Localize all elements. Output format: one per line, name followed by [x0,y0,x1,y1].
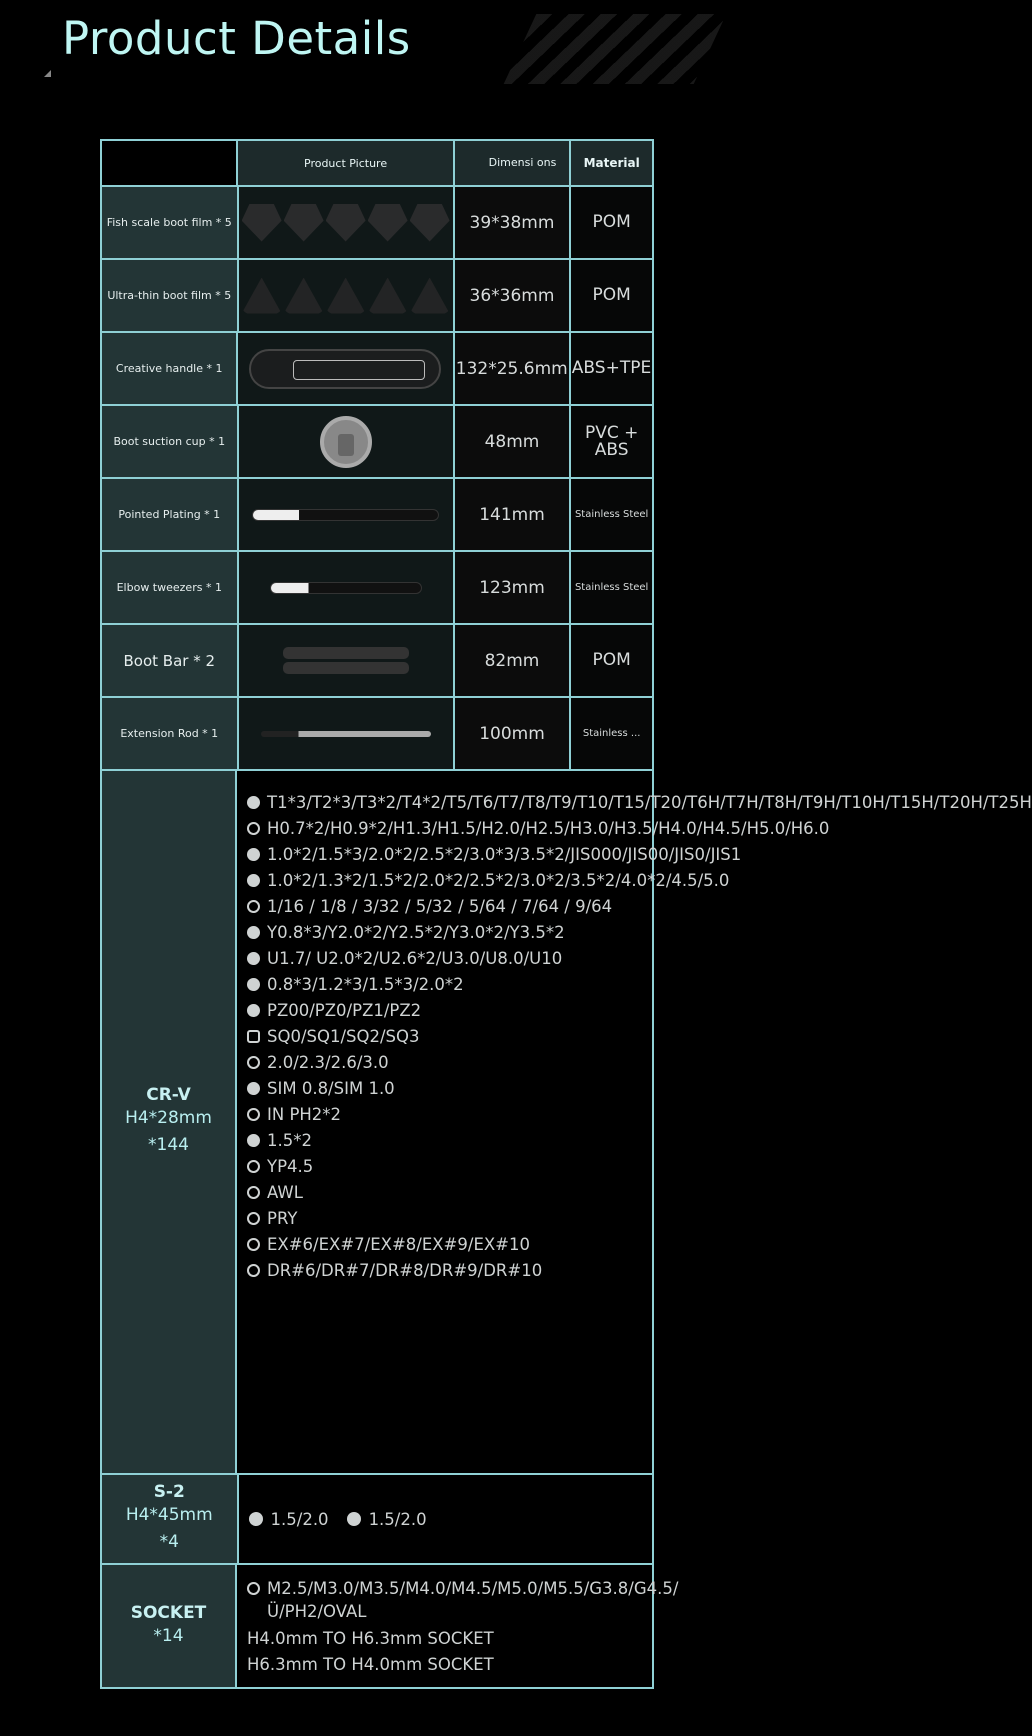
crv-bits-row [102,771,1032,1475]
item-dimensions: 132*25.6mm [455,333,572,404]
crv-spec-text: DR#6/DR#7/DR#8/DR#9/DR#10 [267,1261,543,1280]
table-row [102,333,654,406]
page-title: Product Details [62,12,411,65]
list-item [247,1181,646,1204]
s2-bits-row [102,1475,654,1565]
item-name: Creative handle * 1 [102,333,238,404]
socket-name: SOCKET [130,1602,207,1623]
item-picture [239,698,455,769]
item-name: Fish scale boot film * 5 [102,187,239,258]
socket-spec-cell [237,1565,679,1687]
crv-spec-text: YP4.5 [267,1157,314,1176]
s2-spec-cell [239,1475,654,1563]
header-picture: Product Picture [238,141,454,185]
table-row [102,260,654,333]
item-dimensions: 82mm [455,625,572,696]
item-name: Ultra-thin boot film * 5 [102,260,239,331]
crv-spec-text: IN PH2*2 [267,1105,342,1124]
crv-spec-list [237,771,1032,1285]
item-name: Boot Bar * 2 [102,625,239,696]
crv-spec-text: U1.7/ U2.0*2/U2.6*2/U3.0/U8.0/U10 [267,949,563,968]
socket-spec-list [237,1565,679,1678]
product-details-table [100,139,1032,1689]
list-item [247,1103,646,1126]
list-item [247,1233,646,1256]
item-material: POM [571,625,654,696]
item-picture [239,187,455,258]
pry-icon [247,1212,260,1225]
item-picture [239,552,455,623]
header-blank [102,141,238,185]
phillips-icon [249,1512,263,1526]
phillips-icon [247,848,260,861]
item-material: Stainless Steel [571,479,654,550]
item-material: ABS+TPE [571,333,654,404]
table-row [102,479,654,552]
dr-icon [247,1264,260,1277]
s2-name: S-2 [153,1482,185,1502]
crv-spec-text: T1*3/T2*3/T3*2/T4*2/T5/T6/T7/T8/T9/T10/T15/T20/T6H/T7H/T8H/T9H/T10H/T15H/T20H/T25H [267,793,1032,812]
socket-row [102,1565,679,1689]
socket-line-1: H4.0mm TO H6.3mm SOCKET [247,1629,494,1648]
item-name: Extension Rod * 1 [102,698,239,769]
s2-count: *4 [159,1532,179,1552]
list-item [247,1025,646,1048]
item-dimensions: 100mm [455,698,572,769]
crv-spec-text: AWL [267,1183,303,1202]
crv-spec-text: 1/16 / 1/8 / 3/32 / 5/32 / 5/64 / 7/64 / 9/64 [267,897,613,916]
item-dimensions: 141mm [455,479,572,550]
crv-count: *144 [148,1135,189,1155]
socket-icon [247,1582,260,1595]
list-item [247,1129,646,1152]
awl-icon [247,1186,260,1199]
item-name: Pointed Plating * 1 [102,479,239,550]
sim-icon [247,1082,260,1095]
list-item [247,1077,646,1100]
s2-size: H4*45mm [125,1505,213,1525]
item-material: Stainless Steel [571,552,654,623]
list-item [247,999,646,1022]
crv-spec-text: EX#6/EX#7/EX#8/EX#9/EX#10 [267,1235,530,1254]
table-row [102,698,654,771]
item-material: PVC + ABS [571,406,654,477]
table-row [102,625,654,698]
y-tip-icon [247,1160,260,1173]
slotted-icon [347,1512,361,1526]
item-name: Elbow tweezers * 1 [102,552,239,623]
triangle-icon [247,1056,260,1069]
crv-spec-text: 2.0/2.3/2.6/3.0 [267,1053,389,1072]
crv-spec-text: PRY [267,1209,298,1228]
list-item [247,869,730,892]
table-row [102,406,654,479]
socket-label [102,1565,237,1687]
pentalobe-icon [247,1134,260,1147]
list-item [247,1259,646,1282]
square-icon [247,1030,260,1043]
s2-spec-a: 1.5/2.0 [270,1509,329,1529]
crv-spec-cell [237,771,1032,1473]
item-picture [239,479,455,550]
tri-wing-icon [247,926,260,939]
item-dimensions: 123mm [455,552,572,623]
crv-name: CR-V [146,1085,191,1105]
corner-mark [44,70,51,77]
item-material: POM [571,187,654,258]
list-item [247,947,646,970]
crv-spec-text: 1.5*2 [267,1131,312,1150]
header-dimensions: Dimensi ons [455,141,572,185]
item-picture [239,406,455,477]
pozidriv-icon [247,1004,260,1017]
item-dimensions: 39*38mm [455,187,572,258]
list-item [247,791,1032,814]
item-picture [239,260,455,331]
table-row [102,187,654,260]
s2-label [102,1475,239,1563]
s2-spec-b: 1.5/2.0 [368,1509,427,1529]
socket-spec: M2.5/M3.0/M3.5/M4.0/M4.5/M5.0/M5.5/G3.8/G4.5/Ü/PH2/OVAL [267,1579,679,1621]
crv-spec-text: Y0.8*3/Y2.0*2/Y2.5*2/Y3.0*2/Y3.5*2 [267,923,565,942]
item-name: Boot suction cup * 1 [102,406,239,477]
table-header-row [102,141,654,187]
crv-spec-text: SIM 0.8/SIM 1.0 [267,1079,395,1098]
item-material: Stainless ... [571,698,654,769]
hex-inch-icon [247,900,260,913]
item-picture [238,333,454,404]
table-row [102,552,654,625]
hex-icon [247,822,260,835]
cross-icon [247,1108,260,1121]
item-material: POM [571,260,654,331]
u-type-icon [247,952,260,965]
crv-spec-text: 1.0*2/1.3*2/1.5*2/2.0*2/2.5*2/3.0*2/3.5*2/4.0*2/4.5/5.0 [267,871,730,890]
crv-spec-text: SQ0/SQ1/SQ2/SQ3 [267,1027,420,1046]
socket-line-2: H6.3mm TO H4.0mm SOCKET [247,1655,494,1674]
list-item [247,1155,646,1178]
item-dimensions: 36*36mm [455,260,572,331]
crv-size: H4*28mm [125,1108,212,1128]
crv-spec-text: 0.8*3/1.2*3/1.5*3/2.0*2 [267,975,464,994]
crv-spec-text: H0.7*2/H0.9*2/H1.3/H1.5/H2.0/H2.5/H3.0/H3.5/H4.0/H4.5/H5.0/H6.0 [267,819,830,838]
list-item [247,1207,646,1230]
item-picture [239,625,455,696]
list-item [247,817,830,840]
socket-count: *14 [153,1625,184,1646]
list-item [247,1051,646,1074]
list-item [247,973,646,996]
ex-icon [247,1238,260,1251]
star-icon [247,978,260,991]
list-item [247,921,646,944]
list-item [247,1577,679,1623]
list-item [247,895,646,918]
crv-spec-text: 1.0*2/1.5*3/2.0*2/2.5*2/3.0*3/3.5*2/JIS000/JIS00/JIS0/JIS1 [267,845,742,864]
item-dimensions: 48mm [455,406,572,477]
slotted-icon [247,874,260,887]
crv-spec-text: PZ00/PZ0/PZ1/PZ2 [267,1001,422,1020]
crv-label [102,771,237,1473]
header-material: Material [571,141,654,185]
torx-icon [247,796,260,809]
header-decoration [504,14,727,84]
list-item [247,843,742,866]
